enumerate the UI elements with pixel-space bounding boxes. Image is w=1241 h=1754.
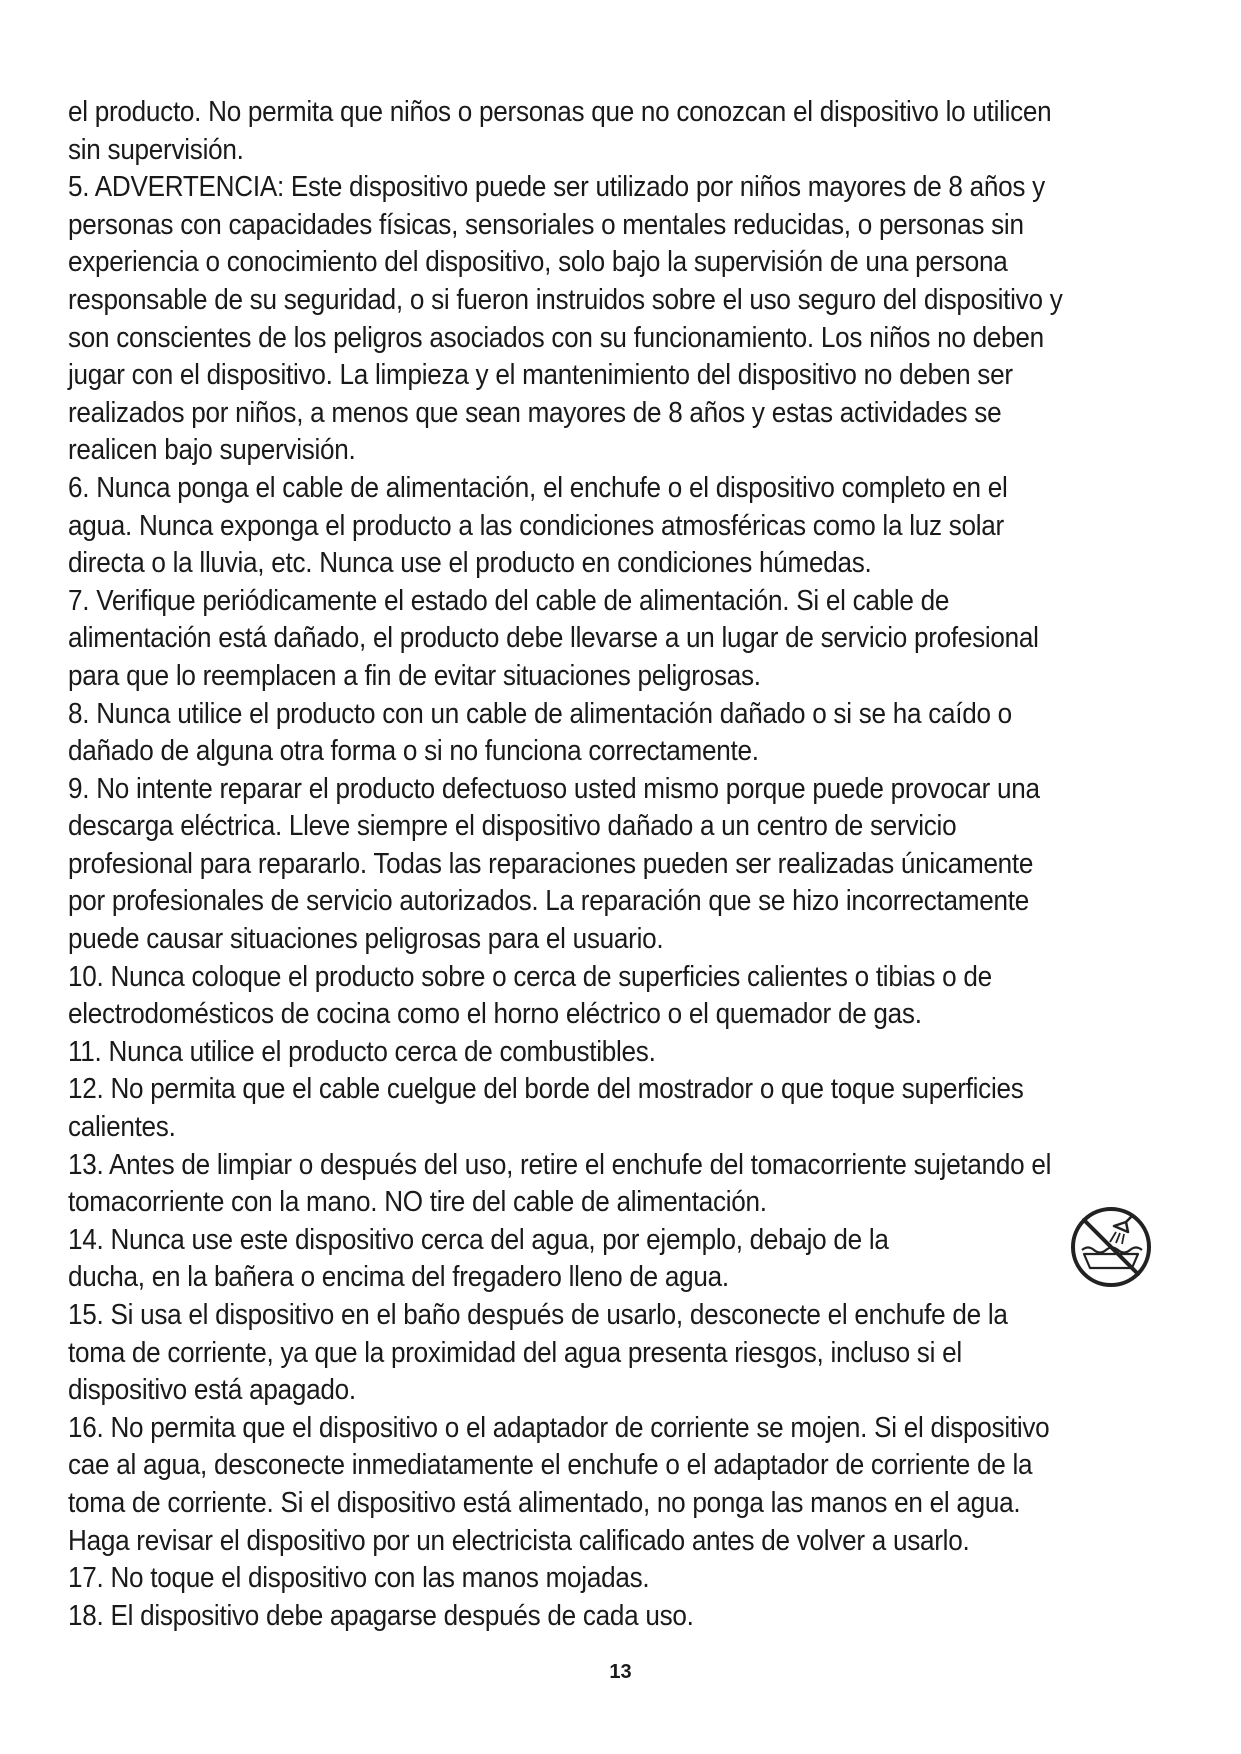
paragraph-item-8: 8. Nunca utilice el producto con un cable de alimentación dañado o si se ha caído o dañado de alguna otra forma o si no funciona correctamente. [68, 697, 1012, 768]
paragraph-item-7: 7. Verifique periódicamente el estado del cable de alimentación. Si el cable de alimentación está dañado, el producto debe llevarse a un lugar de servicio profesional para que lo reemplacen a fin de evitar situaciones peligrosas. [68, 584, 1039, 692]
paragraph-item-13: 13. Antes de limpiar o después del uso, retire el enchufe del tomacorriente sujetando el tomacorriente con la mano. NO tire del cable de alimentación. [68, 1148, 1052, 1219]
paragraph-item-17: 17. No toque el dispositivo con las manos mojadas. [68, 1562, 650, 1595]
paragraph-item-12: 12. No permita que el cable cuelgue del borde del mostrador o que toque superficies calientes. [68, 1073, 1024, 1144]
page-number: 13 [609, 1661, 632, 1683]
paragraph-item-16: 16. No permita que el dispositivo o el adaptador de corriente se mojen. Si el dispositivo cae al agua, desconecte inmediatamente el enchufe o el adaptador de corriente de la toma de corriente. Si el dispositivo está alimentado, no ponga las manos en el agua. Haga revisar el dispositivo por un electricista calificado antes de volver a usarlo. [68, 1411, 1050, 1557]
paragraph-item-14: 14. Nunca use este dispositivo cerca del agua, por ejemplo, debajo de la ducha, en la bañera o encima del fregadero lleno de agua. [68, 1223, 889, 1294]
paragraph-continuation: el producto. No permita que niños o personas que no conozcan el dispositivo lo utilicen sin supervisión. [68, 96, 1052, 166]
paragraph-item-9: 9. No intente reparar el producto defectuoso usted mismo porque puede provocar una descarga eléctrica. Lleve siempre el dispositivo dañado a un centro de servicio profesional para repararlo. Todas las reparaciones pueden ser realizadas únicamente por profesionales de servicio autorizados. La reparación que se hizo incorrectamente puede causar situaciones peligrosas para el usuario. [68, 772, 1040, 956]
paragraph-item-18: 18. El dispositivo debe apagarse después de cada uso. [68, 1599, 694, 1632]
paragraph-item-11: 11. Nunca utilice el producto cerca de combustibles. [68, 1035, 656, 1068]
paragraph-item-6: 6. Nunca ponga el cable de alimentación, el enchufe o el dispositivo completo en el agua. Nunca exponga el producto a las condiciones atmosféricas como la luz solar directa o la lluvia, etc. Nunca use el producto en condiciones húmedas. [68, 471, 1008, 580]
paragraph-item-10: 10. Nunca coloque el producto sobre o cerca de superficies calientes o tibias o de electrodomésticos de cocina como el horno eléctrico o el quemador de gas. [68, 960, 992, 1031]
paragraph-item-5: 5. ADVERTENCIA: Este dispositivo puede ser utilizado por niños mayores de 8 años y personas con capacidades físicas, sensoriales o mentales reducidas, o personas sin experiencia o conocimiento del dispositivo, solo bajo la supervisión de una persona responsable de su seguridad, o si fueron instruidos sobre el uso seguro del dispositivo y son conscientes de los peligros asociados con su funcionamiento. Los niños no deben jugar con el dispositivo. La limpieza y el mantenimiento del dispositivo no deben ser realizados por niños, a menos que sean mayores de 8 años y estas actividades se realicen bajo supervisión. [68, 171, 1063, 467]
safety-instructions-text [68, 94, 1067, 1635]
paragraph-item-15: 15. Si usa el dispositivo en el baño después de usarlo, desconecte el enchufe de la toma de corriente, ya que la proximidad del agua presenta riesgos, incluso si el dispositivo está apagado. [68, 1299, 1008, 1407]
no-water-use-icon [1066, 1202, 1156, 1292]
